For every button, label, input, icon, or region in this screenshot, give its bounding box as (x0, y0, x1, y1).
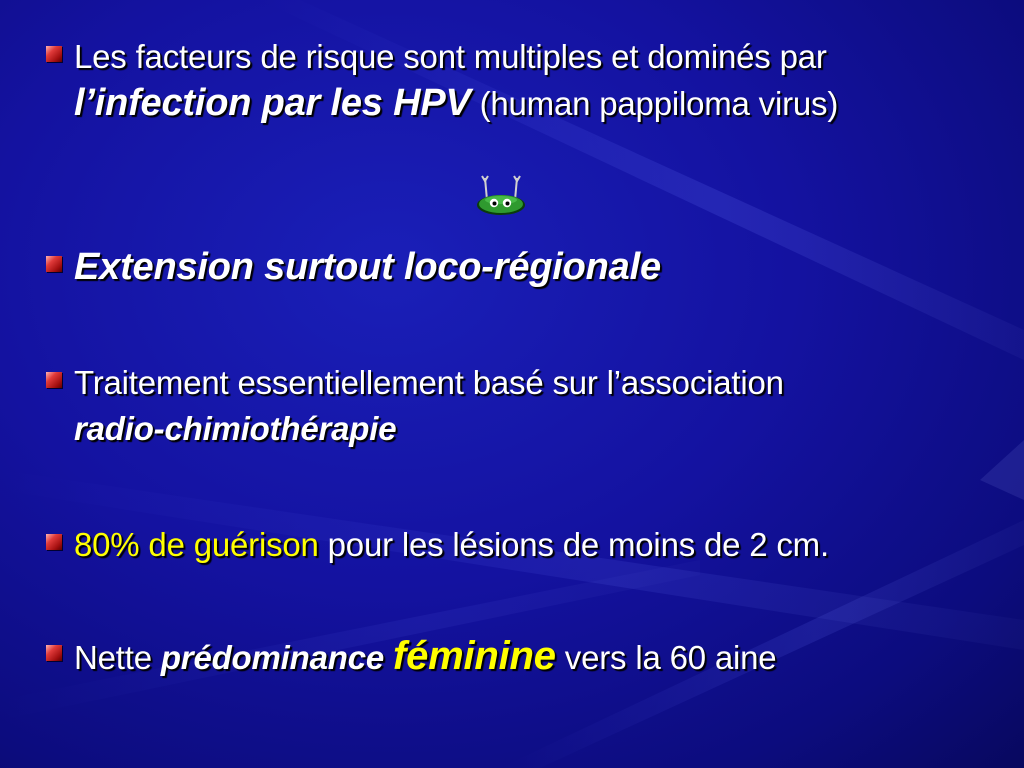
bullet-start: Nette (74, 639, 161, 676)
bug-icon (474, 172, 528, 218)
bullet-item-cure-rate (46, 522, 1016, 568)
bullet-square-icon (46, 372, 62, 388)
bullet-square-icon (46, 534, 62, 550)
bullet-line: Traitement essentiellement basé sur l’association (74, 364, 784, 401)
bullet-emphasis: Extension surtout loco-régionale (74, 246, 661, 288)
bullet-rest: vers la 60 aine (555, 639, 777, 676)
bullet-square-icon (46, 645, 62, 661)
bullet-text (74, 34, 838, 127)
bullet-item-treatment (46, 360, 1016, 452)
bullet-emphasis: l’infection par les HPV (74, 82, 471, 124)
bullet-square-icon (46, 256, 62, 272)
bullet-emphasis-2: féminine (392, 634, 556, 678)
bullet-text (74, 522, 829, 568)
bullet-rest: (human pappiloma virus) (470, 85, 839, 122)
bullet-item-predominance (46, 633, 1016, 681)
bullet-square-icon (46, 46, 62, 62)
bullet-text (74, 633, 776, 681)
bullet-text (74, 360, 784, 452)
bullet-highlight: 80% de guérison (74, 526, 319, 563)
bullet-line: Les facteurs de risque sont multiples et dominés par (74, 38, 827, 75)
bullet-space (384, 639, 393, 676)
bullet-item-extension (46, 244, 1016, 290)
bullet-emphasis: radio-chimiothérapie (74, 410, 397, 447)
bullet-item-risk-factors (46, 34, 1016, 127)
bullet-rest: pour les lésions de moins de 2 cm. (318, 526, 829, 563)
bullet-emphasis-1: prédominance (160, 639, 384, 676)
